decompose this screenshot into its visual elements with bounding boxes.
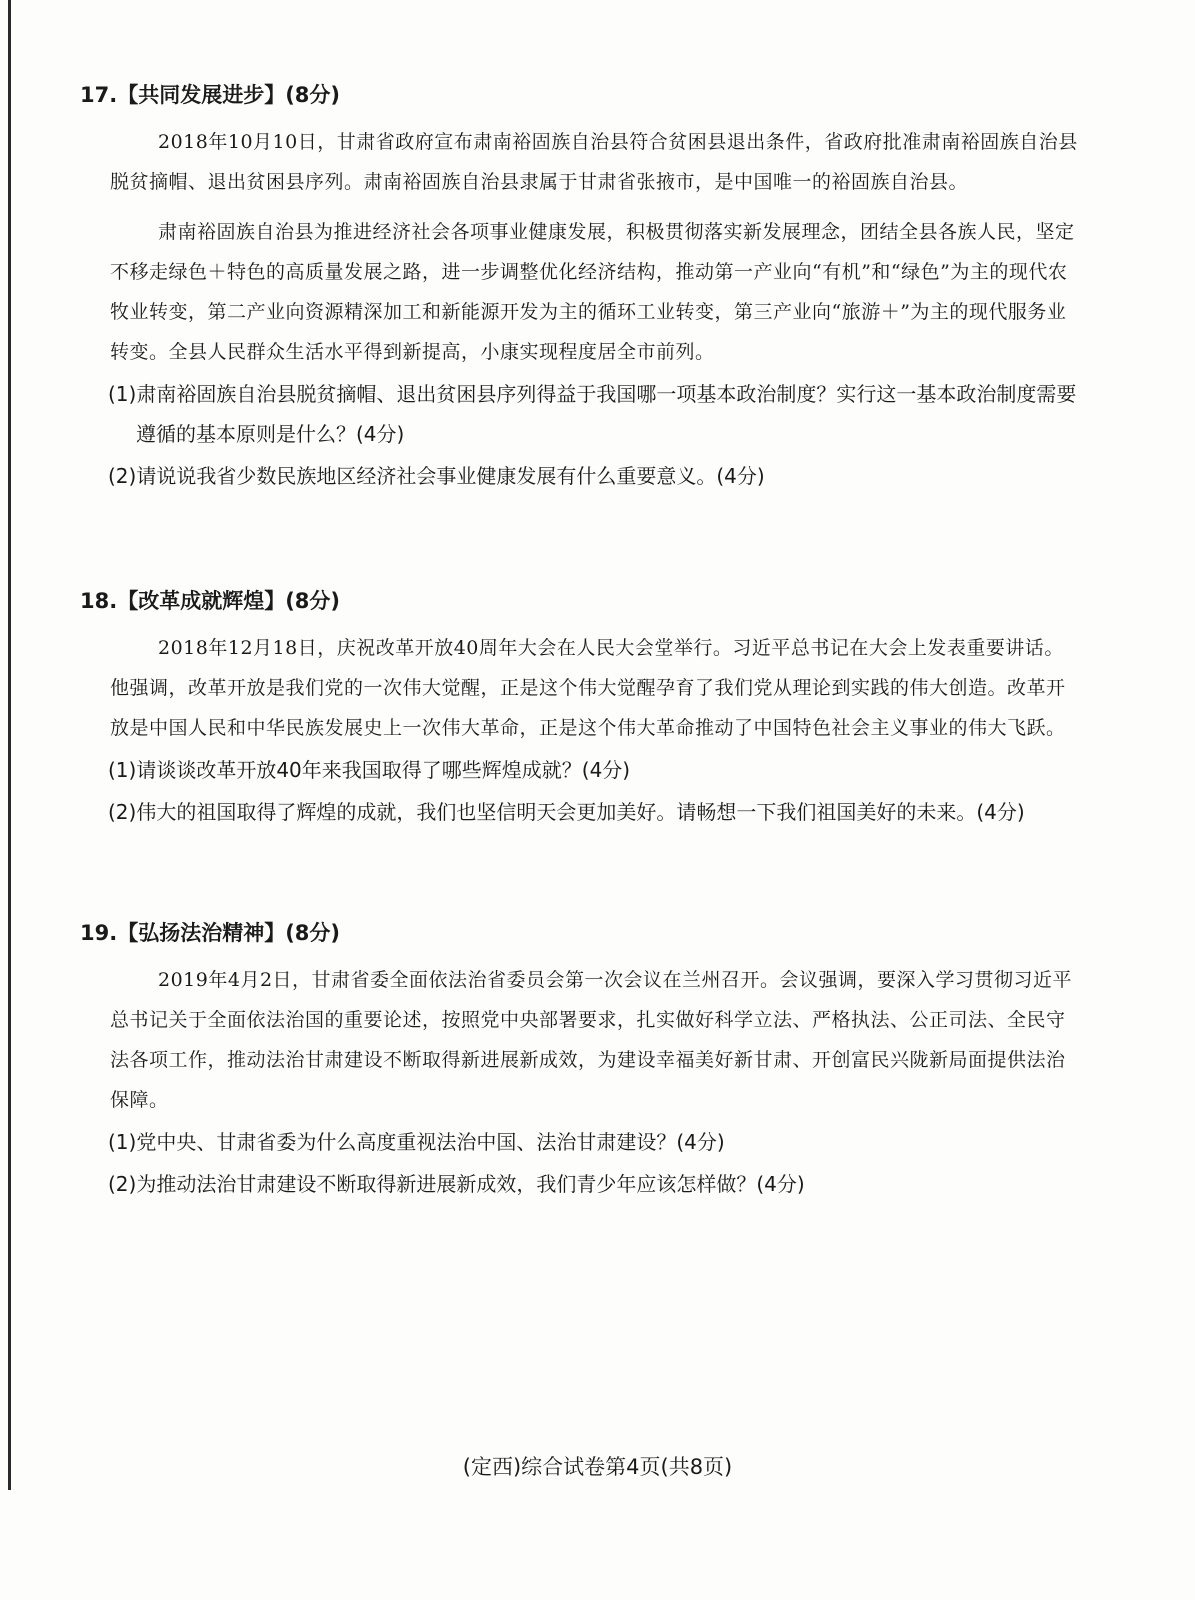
question-19-sub-2: (2)为推动法治甘肃建设不断取得新进展新成效，我们青少年应该怎样做？(4分) — [108, 1172, 805, 1196]
question-18-heading: 18.【改革成就辉煌】(8分) — [80, 589, 341, 613]
question-17-heading: 17.【共同发展进步】(8分) — [80, 83, 341, 107]
question-17-sub-2: (2)请说说我省少数民族地区经济社会事业健康发展有什么重要意义。(4分) — [108, 464, 765, 488]
question-17-sub-1: (1)肃南裕固族自治县脱贫摘帽、退出贫困县序列得益于我国哪一项基本政治制度？实行这一基本政治制度需要遵循的基本原则是什么？(4分) — [108, 382, 1077, 446]
margin-rule — [8, 0, 11, 1490]
question-18-material: 2018年12月18日，庆祝改革开放40周年大会在人民大会堂举行。习近平总书记在大会上发表重要讲话。他强调，改革开放是我们党的一次伟大觉醒，正是这个伟大觉醒孕育了我们党从理论到实践的伟大创造。改革开放是中国人民和中华民族发展史上一次伟大革命，正是这个伟大革命推动了中国特色社会主义事业的伟大飞跃。 — [110, 637, 1066, 739]
question-19-heading: 19.【弘扬法治精神】(8分) — [80, 921, 341, 945]
question-17-material-1: 2018年10月10日，甘肃省政府宣布肃南裕固族自治县符合贫困县退出条件，省政府批准肃南裕固族自治县脱贫摘帽、退出贫困县序列。肃南裕固族自治县隶属于甘肃省张掖市，是中国唯一的裕固族自治县。 — [110, 131, 1078, 193]
question-19 — [80, 916, 1080, 1204]
question-17 — [80, 78, 1080, 496]
page-footer: (定西)综合试卷第4页(共8页) — [462, 1455, 733, 1479]
question-19-sub-1: (1)党中央、甘肃省委为什么高度重视法治中国、法治甘肃建设？(4分) — [108, 1130, 725, 1154]
question-17-material-2: 肃南裕固族自治县为推进经济社会各项事业健康发展，积极贯彻落实新发展理念，团结全县各族人民，坚定不移走绿色＋特色的高质量发展之路，进一步调整优化经济结构，推动第一产业向“有机”和“绿色”为主的现代农牧业转变，第二产业向资源精深加工和新能源开发为主的循环工业转变，第三产业向“旅游＋”为主的现代服务业转变。全县人民群众生活水平得到新提高，小康实现程度居全市前列。 — [110, 221, 1075, 363]
question-18 — [80, 584, 1080, 832]
question-18-sub-2: (2)伟大的祖国取得了辉煌的成就，我们也坚信明天会更加美好。请畅想一下我们祖国美好的未来。(4分) — [108, 800, 1025, 824]
question-19-material: 2019年4月2日，甘肃省委全面依法治省委员会第一次会议在兰州召开。会议强调，要深入学习贯彻习近平总书记关于全面依法治国的重要论述，按照党中央部署要求，扎实做好科学立法、严格执法、公正司法、全民守法各项工作，推动法治甘肃建设不断取得新进展新成效，为建设幸福美好新甘肃、开创富民兴陇新局面提供法治保障。 — [110, 969, 1073, 1111]
question-18-sub-1: (1)请谈谈改革开放40年来我国取得了哪些辉煌成就？(4分) — [108, 758, 631, 782]
